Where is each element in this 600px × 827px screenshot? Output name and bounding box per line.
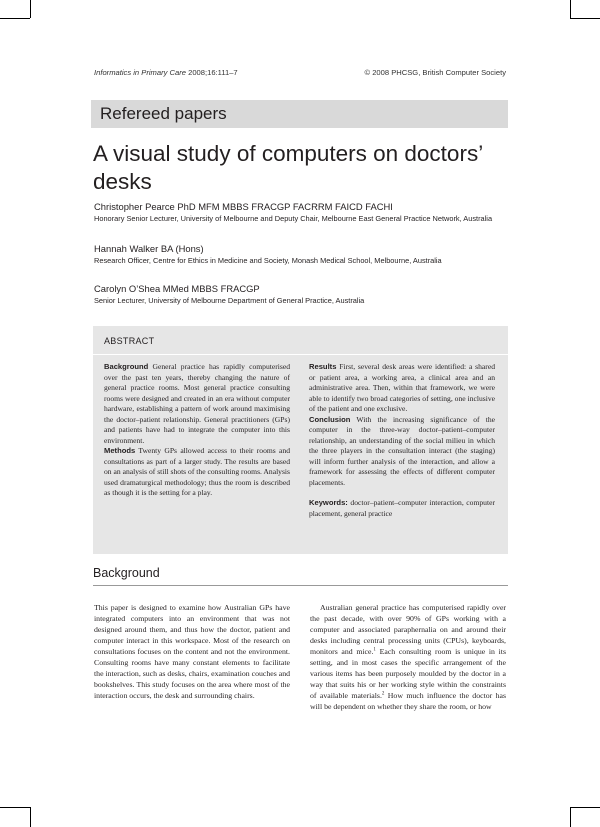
abstract-text: General practice has rapidly computerised over the past ten years, thereby changing the nature of general practice rooms. Most general practice consulting rooms were designed and created in an era without computer hardware, establishing a pattern of work around maximising the doctor–patient relationship. General practitioners (GPs) and patients have had to integrate the computer into this environment. <box>104 362 290 445</box>
running-head-citation <box>94 68 238 77</box>
abstract-keywords <box>309 498 495 519</box>
abstract-heading: Methods <box>104 446 136 455</box>
abstract-background <box>104 362 290 446</box>
crop-mark-bottom-right-h <box>570 807 600 808</box>
abstract-column-left <box>104 362 290 499</box>
article-title-line1: A visual study of computers on doctors’ <box>93 141 484 166</box>
abstract-heading: Results <box>309 362 337 371</box>
author-name: Hannah Walker BA (Hons) <box>94 243 204 254</box>
body-text: How much influence the doctor has will be dependent on whether they share the room, or how <box>310 690 506 711</box>
abstract-heading: Background <box>104 362 149 371</box>
abstract-text: With the increasing significance of the computer in the three-way doctor–patient–computer relationship, an understanding of the social milieu in which the three players in the consultation interact (the staging) will inform further analysis of the interaction, and allow a framework for assessing the effects of different computer placements. <box>309 414 495 487</box>
body-column-left <box>94 603 290 702</box>
author-name: Carolyn O’Shea MMed MBBS FRACGP <box>94 283 260 294</box>
abstract-results <box>309 362 495 415</box>
abstract-text: Twenty GPs allowed access to their rooms and consultations as part of a larger study. The results are based on an analysis of still shots of the consulting rooms. Analysis used dramaturgical methodology; thus the room is described as though it is the setting for a play. <box>104 446 290 497</box>
journal-citation: 2008;16:111–7 <box>186 68 238 77</box>
abstract-label: ABSTRACT <box>104 336 155 346</box>
crop-mark-top-left-h <box>0 18 30 19</box>
crop-mark-bottom-left-h <box>0 807 30 808</box>
author-affiliation: Honorary Senior Lecturer, University of Melbourne and Deputy Chair, Melbourne East General Practice Network, Australia <box>94 214 493 223</box>
abstract-divider <box>93 354 508 355</box>
crop-mark-bottom-left-v <box>30 807 31 827</box>
body-text: Each consulting room is unique in its setting, and in most cases the specific arrangement of the various items has been purposely moulded by the doctor in a way that suits his or her working style within the constraints of available materials. <box>310 646 506 700</box>
crop-mark-bottom-right-v <box>570 807 571 827</box>
author-name: Christopher Pearce PhD MFM MBBS FRACGP FACRRM FAICD FACHI <box>94 201 393 212</box>
crop-mark-top-right-h <box>570 18 600 19</box>
journal-name: Informatics in Primary Care <box>94 68 186 77</box>
abstract-heading: Conclusion <box>309 414 351 424</box>
body-paragraph <box>310 603 506 713</box>
citation-ref: 2 <box>381 691 385 697</box>
body-column-right <box>310 603 506 713</box>
abstract-text: First, several desk areas were identified: a shared or patient area, a working area, a clinical area and an administrative area. Then, within that framework, we were able to identify two broad categories of setting, one inclusive of the patient and one exclusive. <box>309 362 495 413</box>
running-head-copyright: © 2008 PHCSG, British Computer Society <box>364 68 506 77</box>
abstract-box <box>93 326 508 554</box>
author-affiliation: Research Officer, Centre for Ethics in Medicine and Society, Monash Medical School, Melbourne, Australia <box>94 256 442 265</box>
section-band <box>91 100 508 128</box>
crop-mark-top-right-v <box>570 0 571 18</box>
citation-ref: 1 <box>373 647 376 653</box>
abstract-methods <box>104 446 290 499</box>
crop-mark-top-left-v <box>30 0 31 18</box>
section-label: Refereed papers <box>100 104 227 123</box>
body-paragraph: This paper is designed to examine how Australian GPs have integrated computers into an environment that was not designed around them, and thus how the doctor, patient and computer interact in this workspace. Most of the research on consultations focuses on the content and not the environment. Consulting rooms have many constant elements to facilitate the interaction, such as desks, chairs, examination couches and bookshelves. This study focuses on the area where most of the interaction occurs, the desk and surrounding chairs. <box>94 603 290 700</box>
article-title <box>93 140 513 196</box>
article-title-line2: desks <box>93 169 152 194</box>
body-text: Australian general practice has computerised rapidly over the past decade, with over 90% of GPs working with a computer and associated paraphernalia on and around their desks including central processing units (CPUs), keyboards, monitors and mice. <box>310 603 506 656</box>
keywords-text: doctor–patient–computer interaction, computer placement, general practice <box>309 498 495 518</box>
section-heading-rule <box>93 585 508 586</box>
abstract-conclusion <box>309 415 495 489</box>
keywords-heading: Keywords: <box>309 498 348 507</box>
section-heading-background: Background <box>93 566 160 580</box>
author-affiliation: Senior Lecturer, University of Melbourne Department of General Practice, Australia <box>94 296 365 305</box>
abstract-column-right <box>309 362 495 519</box>
